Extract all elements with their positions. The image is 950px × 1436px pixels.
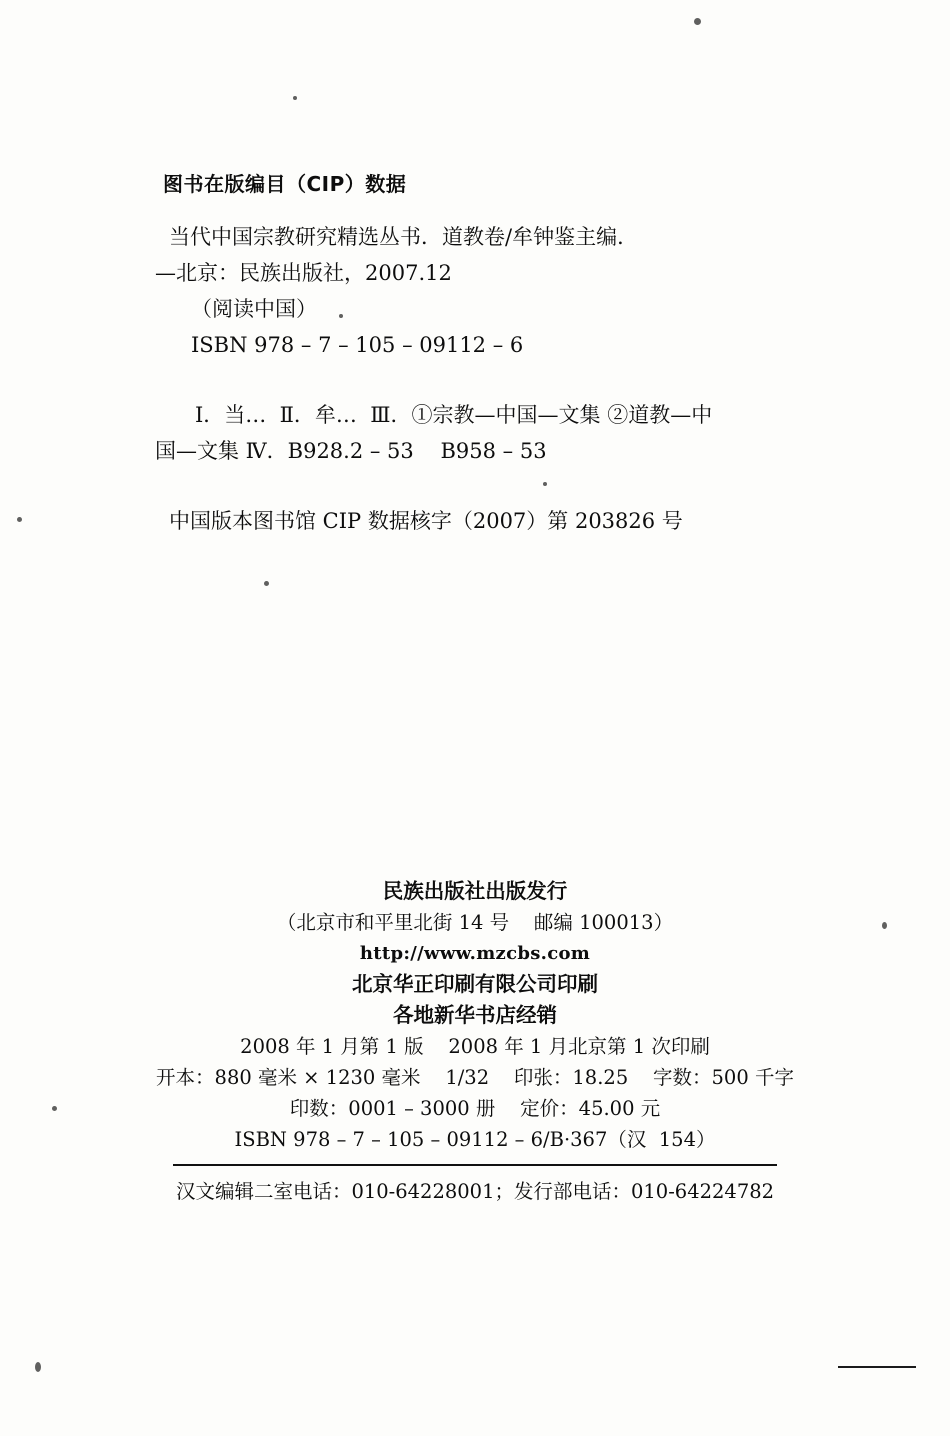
cip-heading: 图书在版编目（CIP）数据 — [163, 172, 407, 196]
scan-artifact — [35, 1362, 41, 1372]
cip-line-series: （阅读中国） — [191, 297, 317, 321]
scan-artifact — [694, 18, 701, 25]
colophon-print-run: 印数：0001 – 3000 册 定价：45.00 元 — [289, 1097, 661, 1120]
scan-artifact — [17, 517, 22, 522]
colophon-isbn: ISBN 978 – 7 – 105 – 09112 – 6/B·367（汉 154） — [234, 1128, 716, 1151]
colophon-printer: 北京华正印刷有限公司印刷 — [352, 972, 598, 996]
cip-classification-line-1: Ⅰ．当… Ⅱ．牟… Ⅲ．①宗教—中国—文集 ②道教—中 — [195, 403, 713, 427]
cip-block — [155, 168, 815, 539]
cip-line-isbn: ISBN 978 – 7 – 105 – 09112 – 6 — [191, 333, 524, 357]
scan-edge-mark — [838, 1366, 916, 1368]
horizontal-rule — [173, 1164, 777, 1166]
scan-artifact — [293, 96, 297, 100]
colophon-url: http://www.mzcbs.com — [359, 943, 591, 964]
cip-number: 中国版本图书馆 CIP 数据核字（2007）第 203826 号 — [169, 509, 683, 533]
colophon-block — [0, 876, 950, 1207]
colophon-address: （北京市和平里北街 14 号 邮编 100013） — [276, 911, 674, 934]
colophon-edition: 2008 年 1 月第 1 版 2008 年 1 月北京第 1 次印刷 — [240, 1035, 710, 1058]
colophon-distributor: 各地新华书店经销 — [393, 1003, 557, 1027]
colophon-publisher: 民族出版社出版发行 — [382, 879, 568, 903]
colophon-contact: 汉文编辑二室电话：010-64228001；发行部电话：010-64224782 — [175, 1180, 775, 1203]
cip-line-publisher: —北京：民族出版社，2007.12 — [155, 261, 452, 285]
cip-classification-line-2: 国—文集 Ⅳ．B928.2 – 53 B958 – 53 — [155, 439, 547, 463]
colophon-specs: 开本：880 毫米 × 1230 毫米 1/32 印张：18.25 字数：500 千字 — [156, 1066, 794, 1089]
cip-line-title: 当代中国宗教研究精选丛书．道教卷/牟钟鉴主编． — [169, 225, 639, 249]
scan-artifact — [264, 581, 269, 586]
